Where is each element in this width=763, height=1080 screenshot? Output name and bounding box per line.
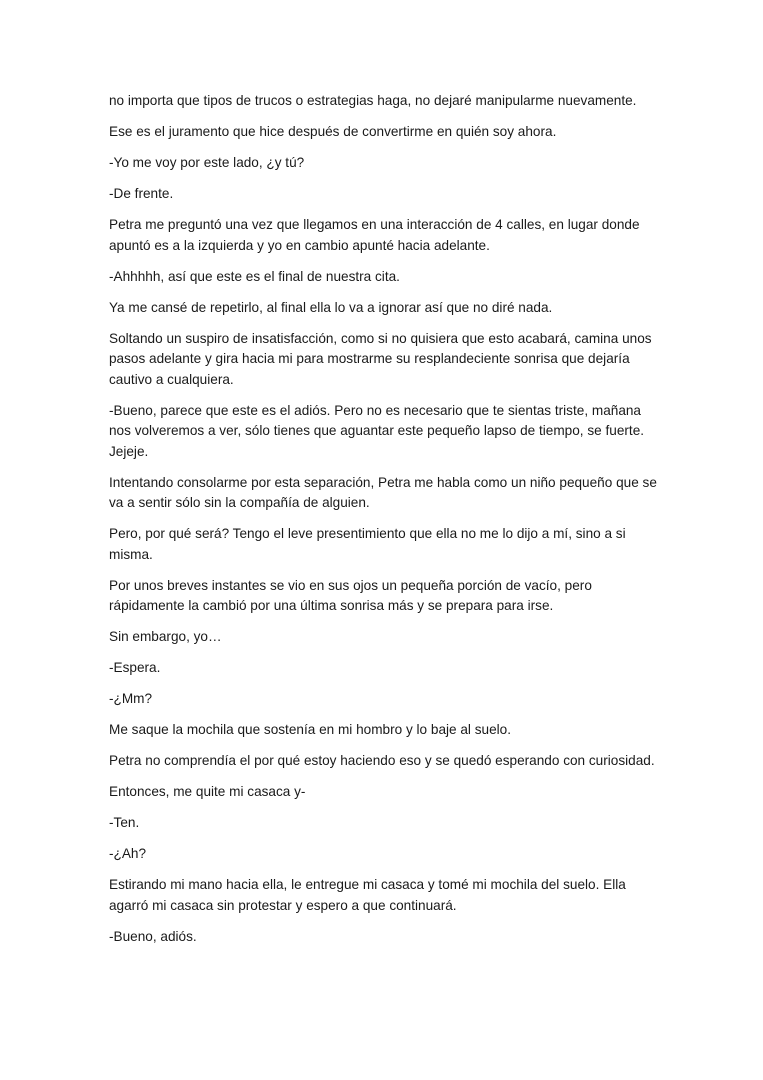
paragraph: -Yo me voy por este lado, ¿y tú? (109, 155, 305, 170)
paragraph: -Ahhhhh, así que este es el final de nuestra cita. (109, 268, 400, 284)
paragraph: Me saque la mochila que sostenía en mi hombro y lo baje al suelo. (109, 722, 511, 737)
paragraph: Por unos breves instantes se vio en sus ojos un pequeña porción de vacío, pero rápidamente la cambió por una última sonrisa más y se prepara para irse. (109, 577, 592, 613)
document-body (109, 91, 657, 958)
paragraph: Sin embargo, yo… (109, 629, 222, 644)
paragraph: Petra no comprendía el por qué estoy haciendo eso y se quedó esperando con curiosidad. (109, 753, 655, 768)
paragraph: Ese es el juramento que hice después de convertirme en quién soy ahora. (109, 124, 557, 139)
paragraph: -¿Mm? (109, 691, 153, 706)
paragraph: Soltando un suspiro de insatisfacción, como si no quisiera que esto acabará, camina unos pasos adelante y gira hacia mi para mostrarme su resplandeciente sonrisa que dejaría cautivo a cualquiera. (109, 330, 652, 387)
paragraph: Ya me cansé de repetirlo, al final ella lo va a ignorar así que no diré nada. (109, 299, 553, 315)
paragraph: Estirando mi mano hacia ella, le entregue mi casaca y tomé mi mochila del suelo. Ella agarró mi casaca sin protestar y espero a que continuará. (109, 877, 626, 913)
paragraph: Petra me preguntó una vez que llegamos en una interacción de 4 calles, en lugar donde apuntó es a la izquierda y yo en cambio apunté hacia adelante. (109, 217, 640, 253)
paragraph: -Bueno, parece que este es el adiós. Pero no es necesario que te sientas triste, mañana nos volveremos a ver, sólo tienes que aguantar este pequeño lapso de tiempo, se fuerte. Jejeje. (109, 402, 645, 459)
paragraph: -Espera. (109, 660, 161, 675)
paragraph: Intentando consolarme por esta separación, Petra me habla como un niño pequeño que se va a sentir sólo sin la compañía de alguien. (109, 474, 657, 510)
paragraph: -Ten. (109, 815, 140, 830)
paragraph: no importa que tipos de trucos o estrategias haga, no dejaré manipularme nuevamente. (109, 93, 637, 108)
paragraph: -De frente. (109, 186, 174, 201)
paragraph: -Bueno, adiós. (109, 928, 197, 944)
paragraph: -¿Ah? (109, 846, 147, 861)
paragraph: Entonces, me quite mi casaca y- (109, 784, 306, 799)
paragraph: Pero, por qué será? Tengo el leve presentimiento que ella no me lo dijo a mí, sino a si misma. (109, 526, 626, 562)
